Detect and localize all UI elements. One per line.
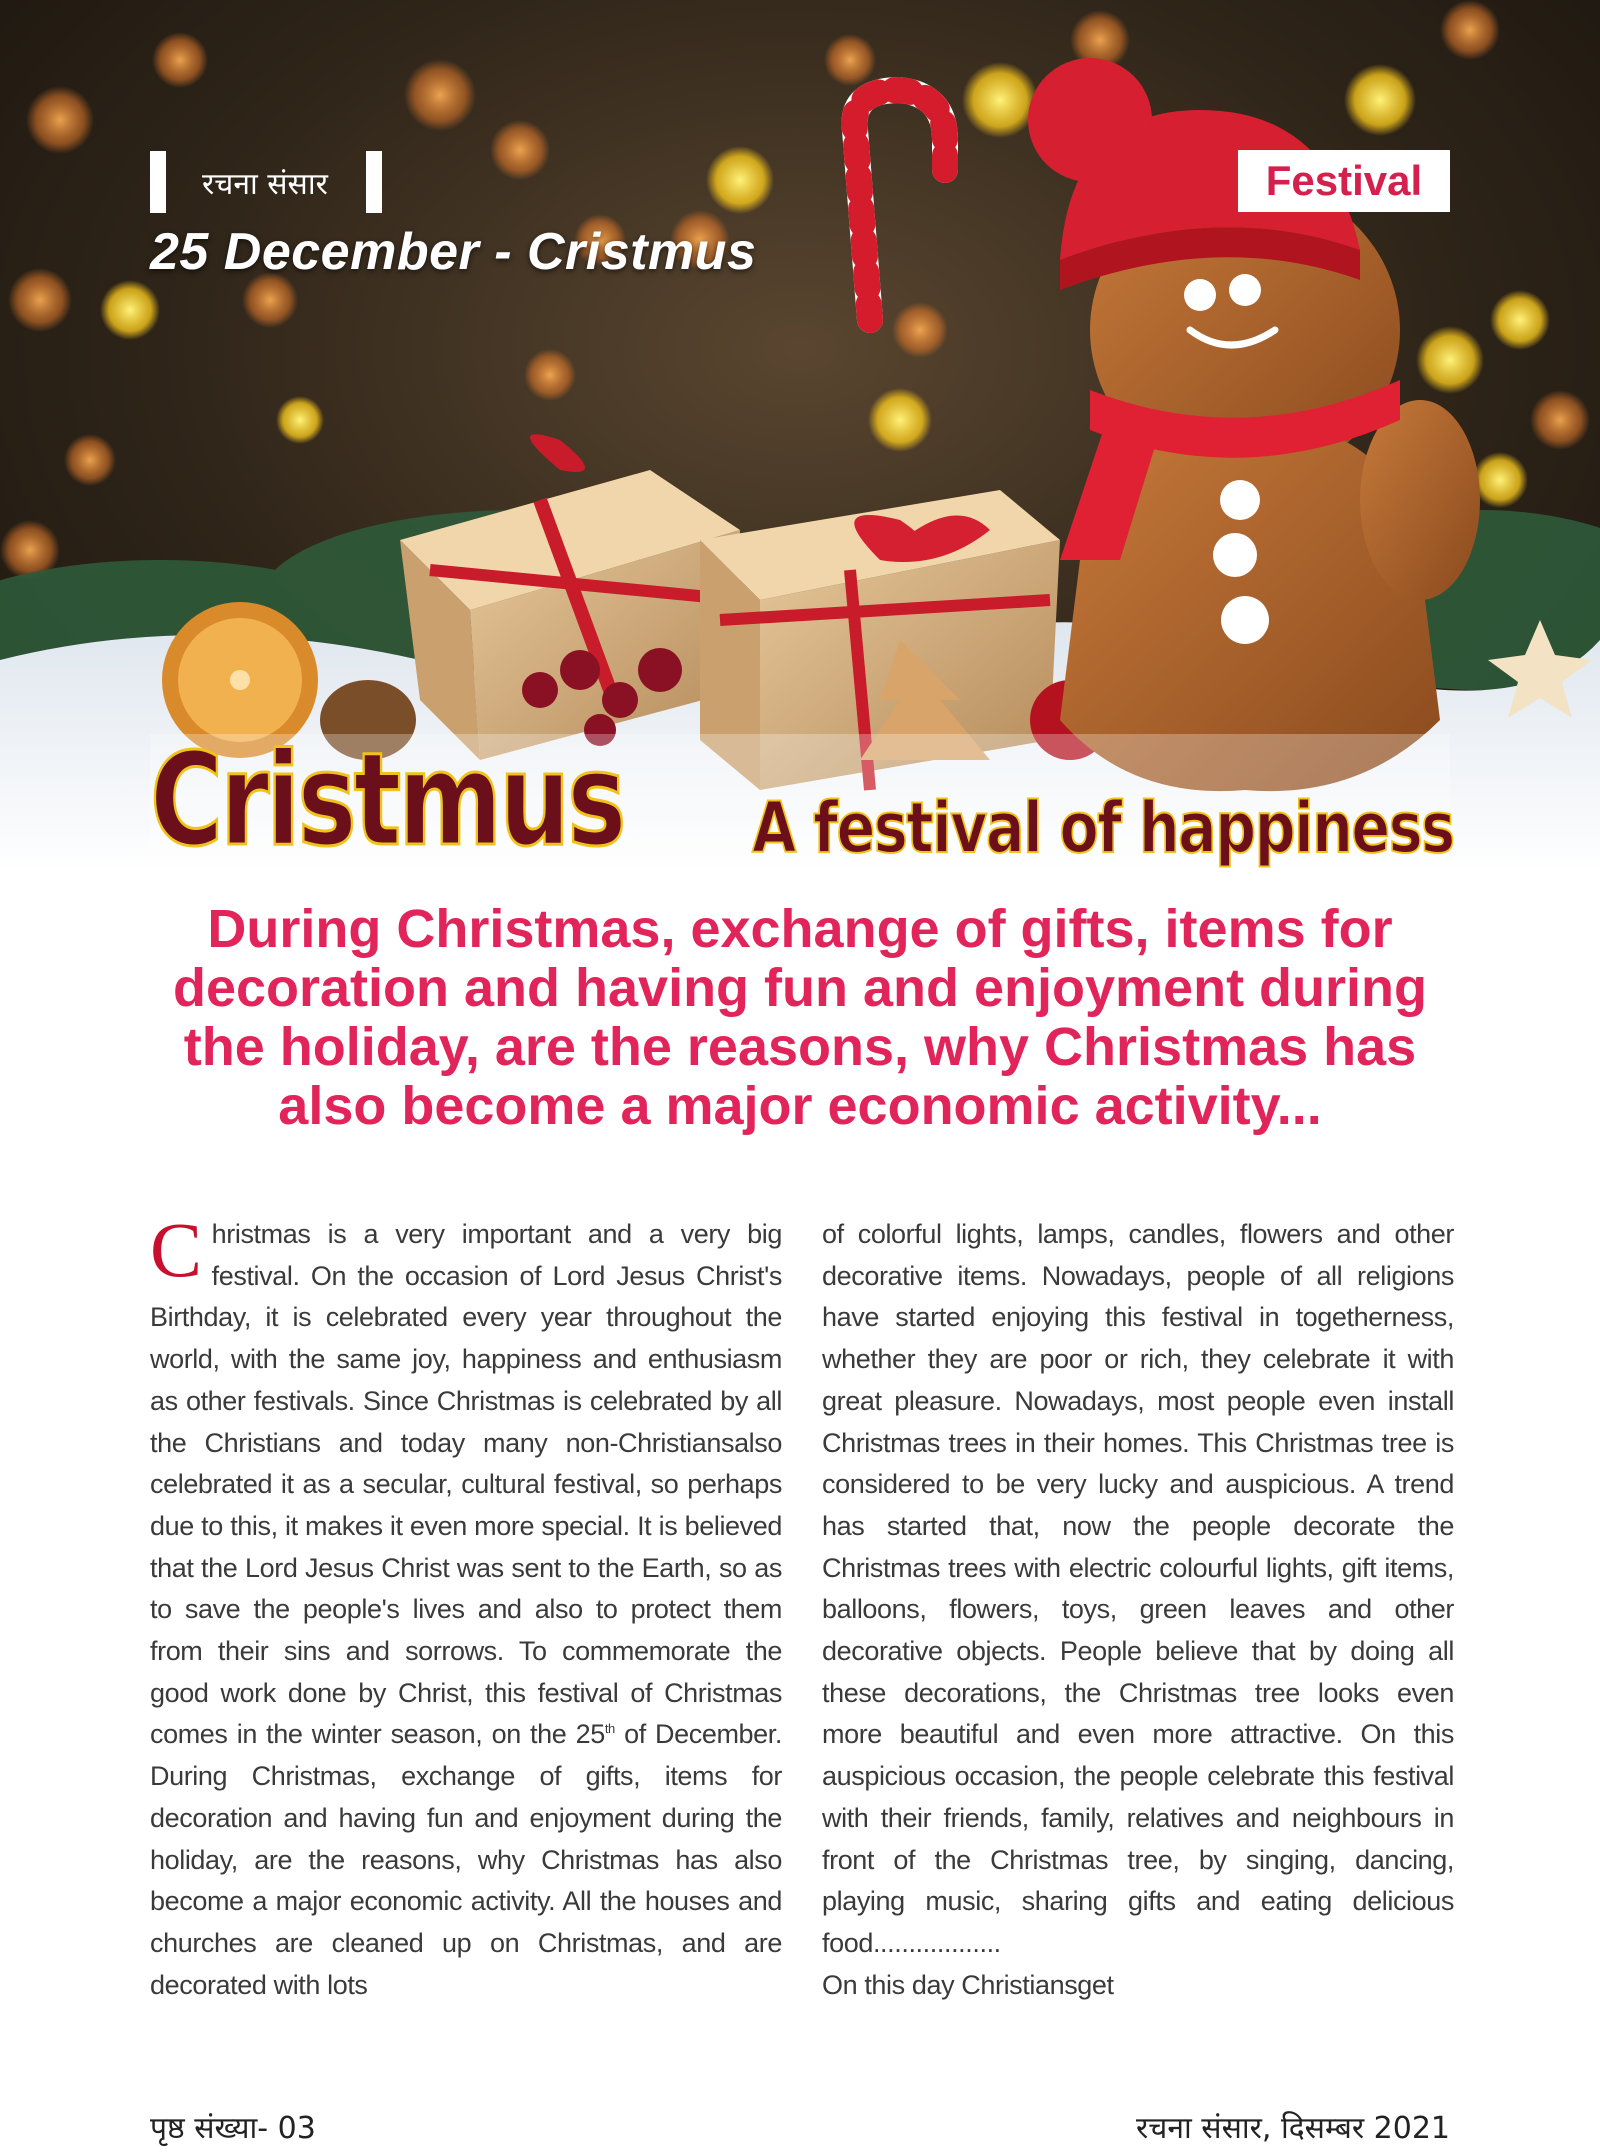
article-column-right bbox=[822, 1214, 1454, 2006]
label-bar-left bbox=[150, 151, 166, 213]
article-text-left-1: hristmas is a very important and a very big festival. On the occasion of Lord Jesus Christ's Birthday, it is celebrated every year throughout the world, with the same joy, happiness and enthusiasm as other festivals. Since Christmas is celebrated by all the Christians and today many non-Christiansalso celebrated it as a secular, cultural festival, so perhaps due to this, it makes it even more special. It is believed that the Lord Jesus Christ was sent to the Earth, so as to save the people's lives and also to protect them from their sins and sorrows. To commemorate the good work done by Christ, this festival of Christmas comes in the winter season, on the 25 bbox=[150, 1219, 782, 1750]
category-tag: Festival bbox=[1238, 150, 1450, 212]
sub-title: A festival of happiness bbox=[752, 787, 1454, 869]
section-label-text: रचना संसार bbox=[202, 166, 328, 202]
headline: During Christmas, exchange of gifts, items for decoration and having fun and enjoyment during the holiday, are the reasons, why Christmas has also become a major economic activity... bbox=[172, 899, 1428, 1136]
main-title: Cristmus bbox=[150, 726, 624, 872]
date-line: 25 December - Cristmus bbox=[150, 223, 757, 281]
article-text-right-1: of colorful lights, lamps, candles, flowers and other decorative items. Nowadays, people of all religions have started enjoying this festival in togetherness, whether they are poor or rich, they celebrate it with great pleasure. Nowadays, most people even install Christmas trees in their homes. This Christmas tree is considered to be very lucky and auspicious. A trend has started that, now the people decorate the Christmas trees with electric colourful lights, gift items, balloons, flowers, toys, green leaves and other decorative objects. People believe that by doing all these decorations, the Christmas tree looks even more beautiful and even more attractive. On this auspicious occasion, the people celebrate this festival with their friends, family, relatives and neighbours in front of the Christmas tree, by singing, dancing, playing music, sharing gifts and eating delicious food.................. bbox=[822, 1219, 1454, 1958]
article-column-left bbox=[150, 1206, 782, 2006]
candy-cane bbox=[855, 90, 945, 320]
ordinal-suffix: th bbox=[604, 1721, 615, 1737]
article-text-right-2: On this day Christiansget bbox=[822, 1969, 1114, 2000]
hero-image bbox=[0, 0, 1600, 872]
drop-cap: C bbox=[150, 1206, 202, 1293]
section-label bbox=[150, 152, 382, 212]
article-text-left-2: of December. During Christmas, exchange of gifts, items for decoration and having fun and enjoyment during the holiday, are the reasons, why Christmas has also become a major economic activity. All the houses and churches are cleaned up on Christmas, and are decorated with lots bbox=[150, 1719, 782, 2000]
label-bar-right bbox=[366, 151, 382, 213]
page-number: पृष्ठ संख्या- 03 bbox=[150, 2111, 316, 2146]
publication-info: रचना संसार, दिसम्बर 2021 bbox=[1136, 2111, 1450, 2146]
